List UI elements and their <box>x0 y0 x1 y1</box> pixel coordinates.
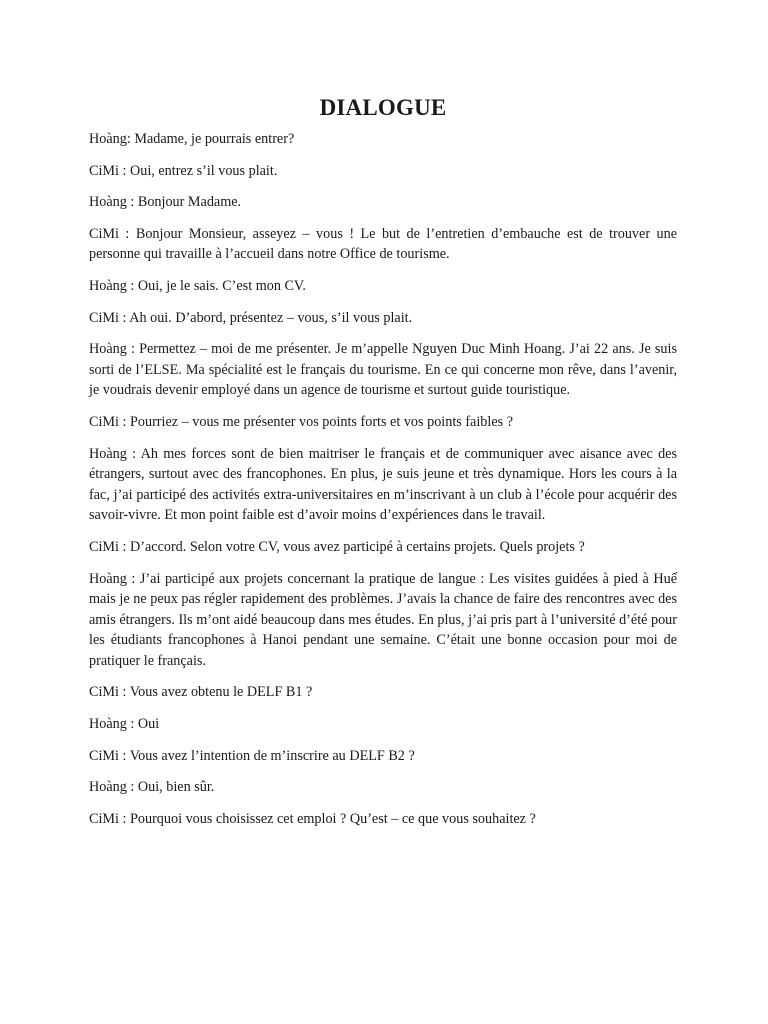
dialogue-line <box>89 809 677 830</box>
dialogue-text: Ah oui. D’abord, présentez – vous, s’il vous plait. <box>126 309 413 326</box>
speaker-name: CiMi : <box>89 747 127 764</box>
speaker-name: CiMi : <box>89 309 127 326</box>
dialogue-text: Oui, je le sais. C’est mon CV. <box>134 277 306 294</box>
speaker-name: Hoàng : <box>89 341 135 358</box>
dialogue-line <box>89 339 677 401</box>
dialogue-line <box>89 224 677 265</box>
speaker-name: Hoàng: <box>89 131 131 147</box>
document-title: DIALOGUE <box>319 95 447 120</box>
dialogue-text: Madame, je pourrais entrer? <box>130 131 295 147</box>
speaker-name: CiMi : <box>89 810 127 827</box>
speaker-name: Hoàng : <box>89 445 137 462</box>
dialogue-text: Pourriez – vous me présenter vos points forts et vos points faibles ? <box>126 413 513 430</box>
dialogue-text: Ah mes forces sont de bien maitriser le français et de communiquer avec aisance avec des étrangers, surtout avec des francophones. En plus, je suis jeune et très dynamique. Hors les cours à la fac, j’ai participé des activités extra-universitaires en m’inscrivant à un club à l’école pour acquérir des savoir-vivre. Et mon point faible est d’avoir moins d’expériences dans le travail. <box>89 445 677 524</box>
document-page <box>89 92 677 840</box>
speaker-name: Hoàng : <box>89 194 135 211</box>
speaker-name: CiMi : <box>89 225 130 242</box>
dialogue-text: Bonjour Madame. <box>134 194 242 211</box>
dialogue-line <box>89 537 677 558</box>
dialogue-line <box>89 569 677 672</box>
dialogue-text: D’accord. Selon votre CV, vous avez participé à certains projets. Quels projets ? <box>126 538 585 555</box>
speaker-name: Hoàng : <box>89 570 136 587</box>
dialogue-line <box>89 192 677 213</box>
dialogue-line <box>89 308 677 329</box>
speaker-name: Hoàng : <box>89 277 135 294</box>
dialogue-line <box>89 161 677 182</box>
dialogue-text: Permettez – moi de me présenter. Je m’appelle Nguyen Duc Minh Hoang. J’ai 22 ans. Je suis sorti de l’ELSE. Ma spécialité est le français du tourisme. En ce qui concerne mon rêve, dans l’avenir, je voudrais devenir employé dans un agence de tourisme et surtout guide touristique. <box>89 341 677 399</box>
dialogue-text: Bonjour Monsieur, asseyez – vous ! Le but de l’entretien d’embauche est de trouver une personne qui travaille à l’accueil dans notre Office de tourisme. <box>89 225 678 263</box>
dialogue-text: Oui <box>134 716 160 733</box>
dialogue-line <box>89 682 677 703</box>
speaker-name: CiMi : <box>89 413 127 430</box>
dialogue-line <box>89 746 677 767</box>
dialogue-text: Vous avez obtenu le DELF B1 ? <box>126 684 313 701</box>
speaker-name: CiMi : <box>89 684 127 701</box>
dialogue-text: Vous avez l’intention de m’inscrire au DELF B2 ? <box>126 747 415 764</box>
speaker-name: Hoàng : <box>89 779 135 796</box>
dialogue-line <box>89 777 677 798</box>
dialogue-line <box>89 276 677 297</box>
dialogue-body <box>89 129 677 829</box>
dialogue-text: Oui, entrez s’il vous plait. <box>126 162 278 179</box>
speaker-name: CiMi : <box>89 162 127 179</box>
dialogue-line <box>89 444 677 526</box>
speaker-name: Hoàng : <box>89 716 135 733</box>
dialogue-line <box>89 412 677 433</box>
dialogue-line <box>89 714 677 735</box>
speaker-name: CiMi : <box>89 538 127 555</box>
dialogue-text: Oui, bien sûr. <box>134 779 215 796</box>
dialogue-text: J’ai participé aux projets concernant la pratique de langue : Les visites guidées à pied à Huế mais je ne peux pas régler rapidement des problèmes. J’avais la chance de faire des rencontres avec des amis étrangers. Ils m’ont aidé beaucoup dans mes études. En plus, j’ai pris part à l’université d’été pour les étudiants francophones à Hanoi pendant une semaine. C’était une bonne occasion pour moi de pratiquer le français. <box>89 570 677 669</box>
dialogue-line <box>89 129 677 150</box>
dialogue-text: Pourquoi vous choisissez cet emploi ? Qu’est – ce que vous souhaitez ? <box>126 810 536 827</box>
